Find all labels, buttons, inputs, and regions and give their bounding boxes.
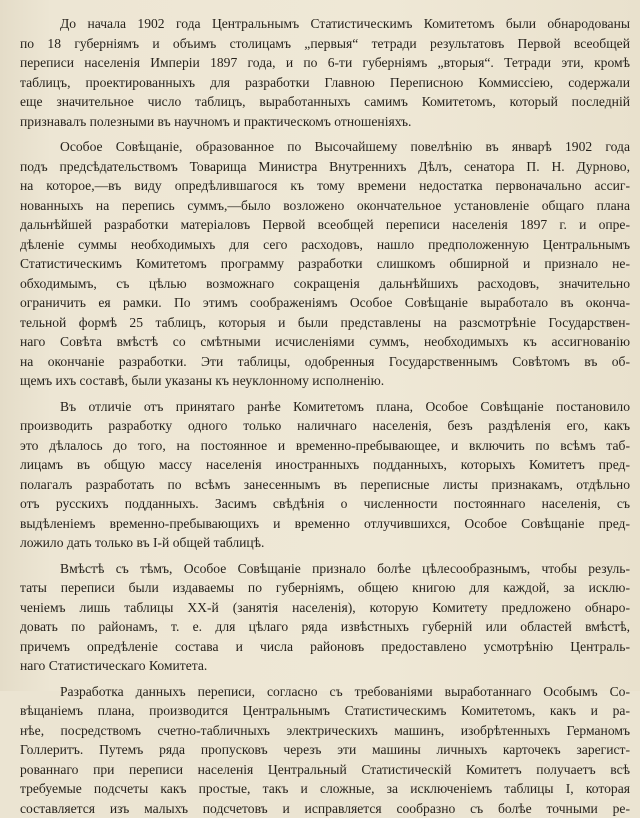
text-line: обходимымъ, съ цѣлью возможнаго сокращенія дальнѣйшихъ расходовъ, значительно bbox=[20, 274, 630, 294]
paragraph-5 bbox=[20, 682, 630, 818]
text-line: на которое,—въ виду опредѣлившагося къ тому времени недостатка первоначально ассиг- bbox=[20, 176, 630, 196]
text-line: еще значительное число таблицъ, выработанныхъ самимъ Комитетомъ, который последній bbox=[20, 92, 630, 112]
document-text bbox=[20, 14, 630, 818]
text-line: До начала 1902 года Центральнымъ Статистическимъ Комитетомъ были обнародованы bbox=[20, 14, 630, 34]
text-line: нованныхъ на перепись суммъ,—было возложено окончательное установленіе общаго плана bbox=[20, 196, 630, 216]
text-line: Особое Совѣщаніе, образованное по Высочайшему повелѣнію въ январѣ 1902 года bbox=[20, 137, 630, 157]
text-line: отъ русскихъ подданныхъ. Засимъ свѣдѣнія о численности постояннаго населенія, съ bbox=[20, 494, 630, 514]
text-line: ченіемъ лишь таблицы XX-й (занятія населенія), которую Комитету предложено обнаро- bbox=[20, 598, 630, 618]
text-line: дѣленіе суммы необходимыхъ для сего расходовъ, нашло предположенную Центральнымъ bbox=[20, 235, 630, 255]
text-line: полагалъ разработать по всѣмъ занесеннымъ въ переписные листы признакамъ, отдѣльно bbox=[20, 475, 630, 495]
text-line: выдѣленіемъ временно-пребывающихъ и временно отлучившихся, Особое Совѣщаніе пред- bbox=[20, 514, 630, 534]
text-line: подъ предсѣдательствомъ Товарища Министра Внутреннихъ Дѣлъ, сенатора П. Н. Дурново, bbox=[20, 157, 630, 177]
text-line: требуемые подсчеты какъ простые, такъ и сложные, за исключеніемъ таблицы I, которая bbox=[20, 779, 630, 799]
text-line: причемъ опредѣленіе состава и числа районовъ предоставлено усмотрѣнію Централь- bbox=[20, 637, 630, 657]
text-line: производить разработку одного только наличнаго населенія, безъ раздѣленія его, какъ bbox=[20, 416, 630, 436]
paragraph-3 bbox=[20, 397, 630, 553]
text-line: ложило дать только въ І-й общей таблицѣ. bbox=[20, 533, 630, 553]
text-line: наго Совѣта вмѣстѣ со смѣтными исчисленіями суммъ, необходимыхъ къ ассигнованію bbox=[20, 332, 630, 352]
text-line: нѣе, посредствомъ счетно-табличныхъ электрическихъ машинъ, изобрѣтенныхъ Германомъ bbox=[20, 721, 630, 741]
text-line: рованнаго при переписи населенія Центральный Статистическій Комитетъ получаетъ всѣ bbox=[20, 760, 630, 780]
text-line: составляется изъ малыхъ подсчетовъ и исправляется сообразно съ болѣе точными ре- bbox=[20, 799, 630, 818]
text-line: Вмѣстѣ съ тѣмъ, Особое Совѣщаніе признало болѣе цѣлесообразнымъ, чтобы резуль- bbox=[20, 559, 630, 579]
text-line: это дѣлалось до того, на постоянное и временно-пребывающее, и включить по всѣмъ таб- bbox=[20, 436, 630, 456]
text-line: наго Статистическаго Комитета. bbox=[20, 656, 630, 676]
text-line: ограничить ея рамки. По этимъ соображеніямъ Особое Совѣщаніе выработало въ оконча- bbox=[20, 293, 630, 313]
text-line: довать по районамъ, т. е. для цѣлаго ряда извѣстныхъ губерній или областей вмѣстѣ, bbox=[20, 617, 630, 637]
text-line: Разработка данныхъ переписи, согласно съ требованіями выработаннаго Особымъ Со- bbox=[20, 682, 630, 702]
text-line: щемъ ихъ составѣ, были указаны къ неуклонному исполненію. bbox=[20, 371, 630, 391]
text-line: на окончаніе разработки. Эти таблицы, одобренныя Государственнымъ Совѣтомъ въ об- bbox=[20, 352, 630, 372]
text-line: вѣщаніемъ плана, производится Центральнымъ Статистическимъ Комитетомъ, какъ и ра- bbox=[20, 701, 630, 721]
text-line: признавалъ полезными въ научномъ и практическомъ отношеніяхъ. bbox=[20, 112, 630, 132]
text-line: переписи населенія Имперіи 1897 года, и по 6-ти губерніямъ „вторыя“. Тетради эти, кромѣ bbox=[20, 53, 630, 73]
paragraph-1 bbox=[20, 14, 630, 131]
text-line: Голлеритъ. Путемъ ряда пропусковъ черезъ эти машины личныхъ карточекъ зарегист- bbox=[20, 740, 630, 760]
text-line: дальнѣйшей разработки матеріаловъ Первой всеобщей переписи населенія 1897 г. и опре- bbox=[20, 215, 630, 235]
text-line: лицамъ въ общую массу населенія иностранныхъ подданныхъ, которыхъ Комитетъ пред- bbox=[20, 455, 630, 475]
text-line: таты переписи были издаваемы по губерніямъ, общею книгою для каждой, за исклю- bbox=[20, 578, 630, 598]
text-line: Въ отличіе отъ принятаго ранѣе Комитетомъ плана, Особое Совѣщаніе постановило bbox=[20, 397, 630, 417]
text-line: таблицъ, проектированныхъ для разработки Главною Переписною Коммиссіею, содержали bbox=[20, 73, 630, 93]
paragraph-2 bbox=[20, 137, 630, 391]
paragraph-4 bbox=[20, 559, 630, 676]
text-line: Статистическимъ Комитетомъ программу разработки слишкомъ обширной и признало не- bbox=[20, 254, 630, 274]
text-line: по 18 губерніямъ и объимъ столицамъ „первыя“ тетради результатовъ Первой всеобщей bbox=[20, 34, 630, 54]
text-line: тельной формѣ 25 таблицъ, которыя и были представлены на разсмотрѣніе Государствен- bbox=[20, 313, 630, 333]
